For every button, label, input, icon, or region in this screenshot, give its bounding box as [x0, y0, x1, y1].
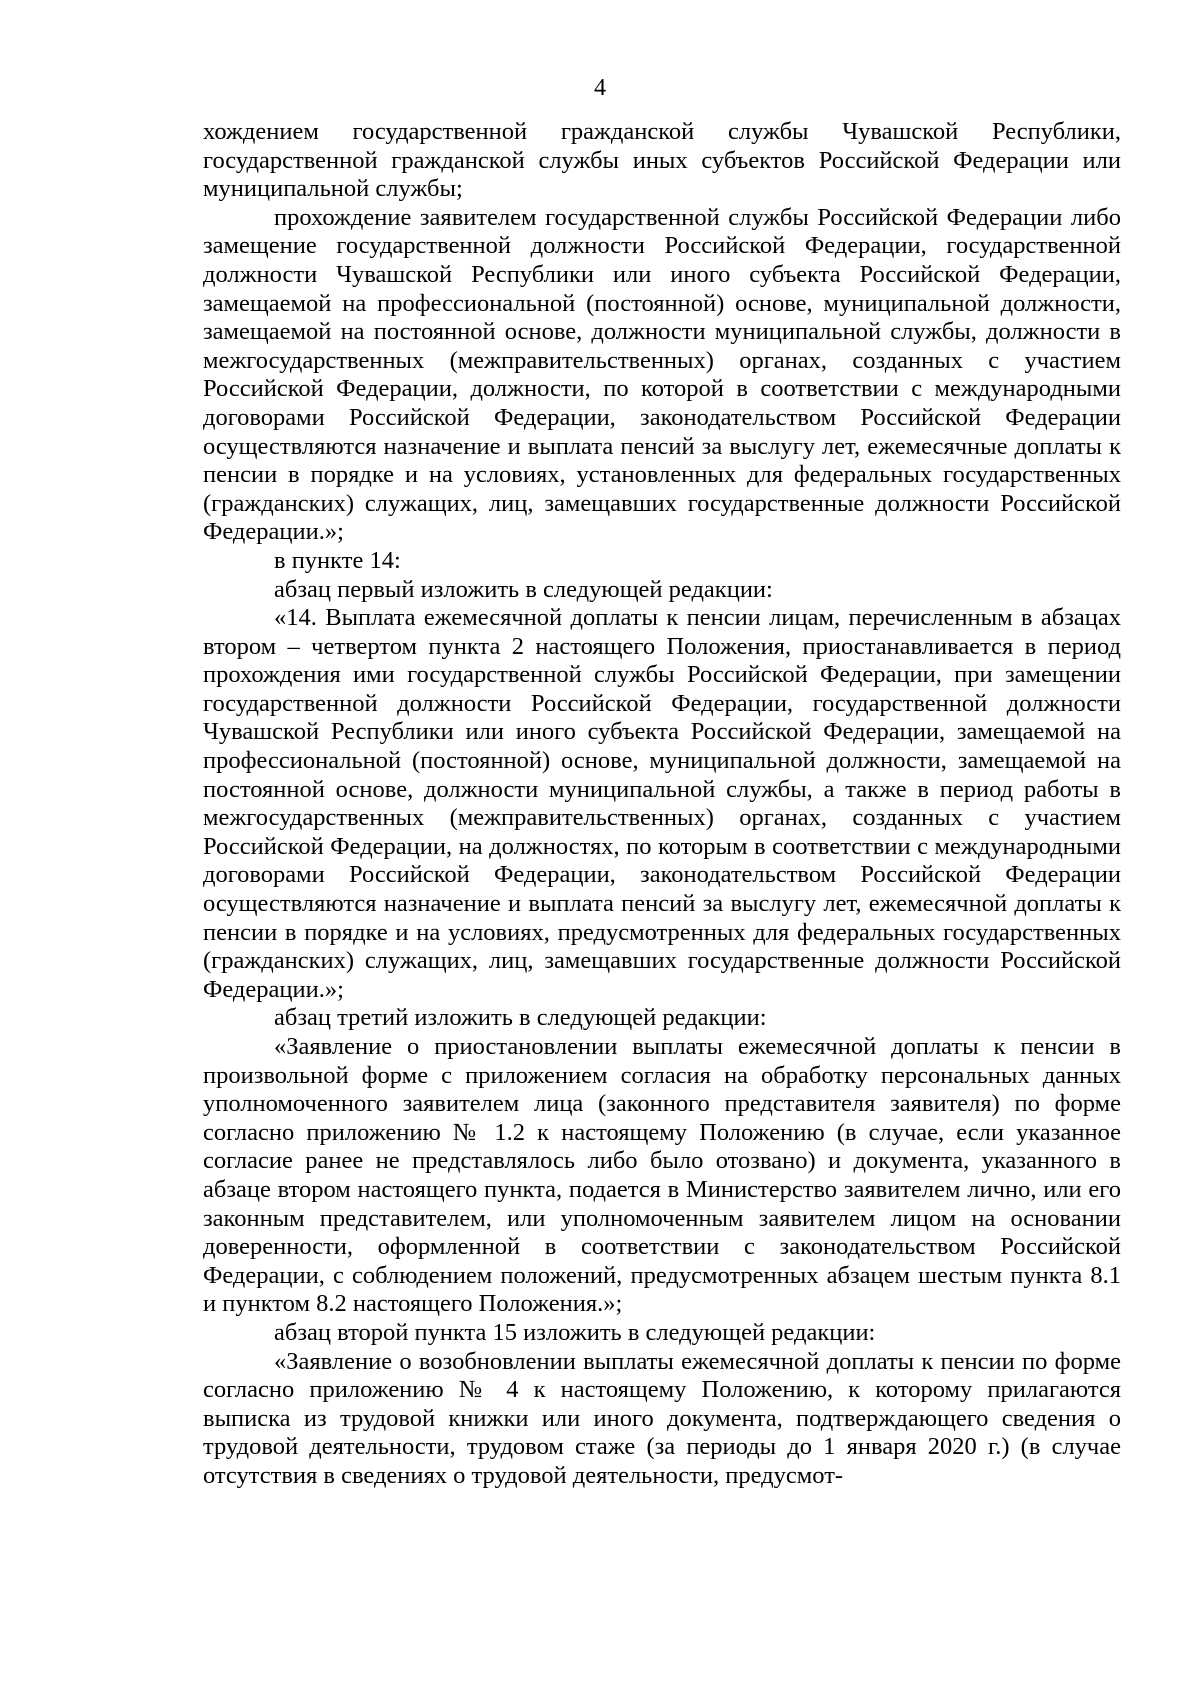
paragraph: «Заявление о приостановлении выплаты ежемесячной доплаты к пенсии в произвольной форме с приложением согласия на обработку персональных данных уполномоченного заявителем лица (законного представителя заявителя) по форме согласно приложению № 1.2 к настоящему Положению (в случае, если указанное согласие ранее не представлялось либо было отозвано) и документа, указанного в абзаце втором настоящего пункта, подается в Министерство заявителем лично, или его законным представителем, или уполномоченным заявителем лицом на основании доверенности, оформленной в соответствии с законодательством Российской Федерации, с соблюдением положений, предусмотренных абзацем шестым пункта 8.1 и пунктом 8.2 настоящего Положения.»;	[203, 1033, 1121, 1318]
paragraph: в пункте 14:	[274, 546, 401, 574]
page-number: 4	[594, 75, 606, 101]
paragraph: абзац третий изложить в следующей редакции:	[274, 1004, 767, 1032]
paragraph: хождением государственной гражданской службы Чувашской Республики, государственной гражданской службы иных субъектов Российской Федерации или муниципальной службы;	[203, 118, 1121, 203]
paragraph: абзац второй пункта 15 изложить в следующей редакции:	[274, 1318, 876, 1346]
paragraph: «14. Выплата ежемесячной доплаты к пенсии лицам, перечисленным в абзацах втором – четвертом пункта 2 настоящего Положения, приостанавливается в период прохождения ими государственной службы Российской Федерации, при замещении государственной должности Российской Федерации, государственной должности Чувашской Республики или иного субъекта Российской Федерации, замещаемой на профессиональной (постоянной) основе, муниципальной должности, замещаемой на постоянной основе, должности муниципальной службы, а также в период работы в межгосударственных (межправительственных) органах, созданных с участием Российской Федерации, на должностях, по которым в соответствии с международными договорами Российской Федерации, законодательством Российской Федерации осуществляются назначение и выплата пенсий за выслугу лет, ежемесячной доплаты к пенсии в порядке и на условиях, предусмотренных для федеральных государственных (гражданских) служащих, лиц, замещавших государственные должности Российской Федерации.»;	[203, 604, 1121, 1003]
document-body	[203, 118, 1121, 1491]
paragraph: прохождение заявителем государственной службы Российской Федерации либо замещение государственной должности Российской Федерации, государственной должности Чувашской Республики или иного субъекта Российской Федерации, замещаемой на профессиональной (постоянной) основе, муниципальной должности, замещаемой на постоянной основе, должности муниципальной службы, должности в межгосударственных (межправительственных) органах, созданных с участием Российской Федерации, должности, по которой в соответствии с международными договорами Российской Федерации, законодательством Российской Федерации осуществляются назначение и выплата пенсий за выслугу лет, ежемесячные доплаты к пенсии в порядке и на условиях, установленных для федеральных государственных (гражданских) служащих, лиц, замещавших государственные должности Российской Федерации.»;	[203, 203, 1121, 546]
paragraph: «Заявление о возобновлении выплаты ежемесячной доплаты к пенсии по форме согласно приложению № 4 к настоящему Положению, к которому прилагаются выписка из трудовой книжки или иного документа, подтверждающего сведения о трудовой деятельности, трудовом стаже (за периоды до 1 января 2020 г.) (в случае отсутствия в сведениях о трудовой деятельности, предусмот-	[203, 1347, 1121, 1489]
paragraph: абзац первый изложить в следующей редакции:	[274, 575, 773, 603]
